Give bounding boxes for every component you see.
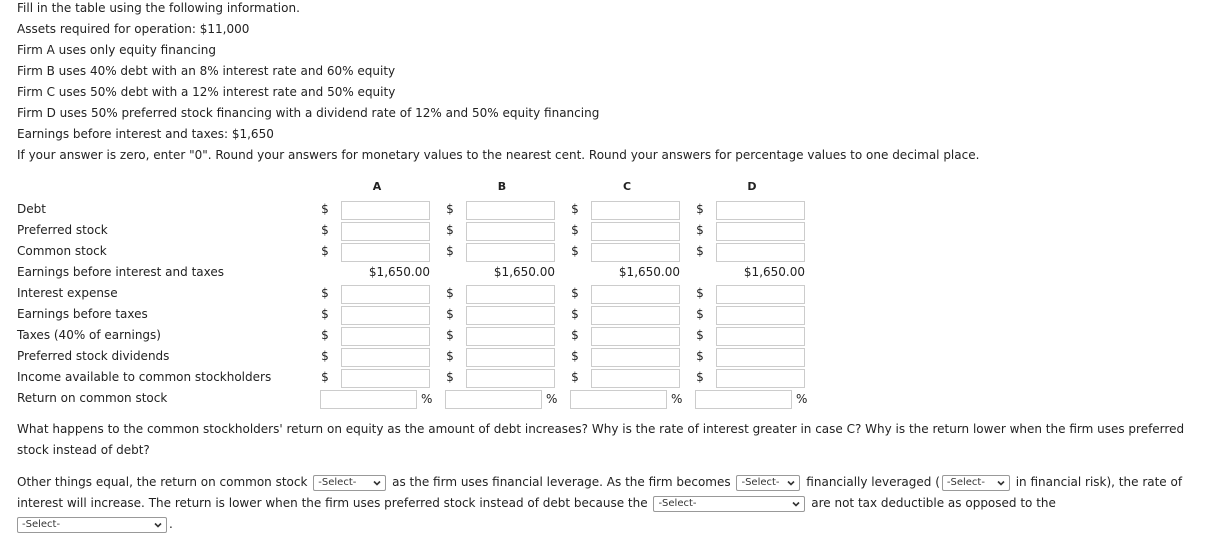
answer-text-3: financially leveraged ( (806, 475, 940, 489)
currency-symbol: $ (446, 370, 454, 384)
return-percent-input[interactable] (445, 390, 542, 409)
select-value: -Select- (741, 477, 780, 488)
currency-symbol: $ (321, 244, 329, 258)
return-percent-input[interactable] (570, 390, 667, 409)
currency-symbol: $ (321, 307, 329, 321)
currency-symbol: $ (446, 223, 454, 237)
amount-input[interactable] (341, 201, 430, 220)
currency-symbol: $ (571, 307, 579, 321)
ebit-value: $1,650.00 (618, 265, 680, 279)
currency-symbol: $ (571, 202, 579, 216)
amount-input[interactable] (591, 285, 680, 304)
currency-symbol: $ (696, 202, 704, 216)
amount-input[interactable] (466, 327, 555, 346)
percent-symbol: % (671, 392, 683, 406)
ebit-value: $1,650.00 (493, 265, 555, 279)
amount-input[interactable] (716, 285, 805, 304)
currency-symbol: $ (696, 370, 704, 384)
currency-symbol: $ (571, 223, 579, 237)
amount-input[interactable] (341, 327, 430, 346)
amount-input[interactable] (591, 222, 680, 241)
row-label: Common stock (17, 244, 107, 258)
row-label: Preferred stock dividends (17, 349, 170, 363)
currency-symbol: $ (321, 349, 329, 363)
row-label: Earnings before interest and taxes (17, 265, 224, 279)
currency-symbol: $ (321, 223, 329, 237)
percent-symbol: % (546, 392, 558, 406)
select-value: -Select- (318, 477, 357, 488)
select-value: -Select- (658, 498, 697, 509)
currency-symbol: $ (446, 286, 454, 300)
amount-input[interactable] (716, 369, 805, 388)
return-change-select[interactable] (313, 475, 386, 491)
instruction-line: Firm D uses 50% preferred stock financing with a dividend rate of 12% and 50% equity financing (17, 106, 600, 120)
amount-input[interactable] (591, 306, 680, 325)
ebit-value: $1,650.00 (368, 265, 430, 279)
currency-symbol: $ (446, 244, 454, 258)
row-label: Preferred stock (17, 223, 108, 237)
instruction-line: Earnings before interest and taxes: $1,650 (17, 127, 274, 141)
row-label: Earnings before taxes (17, 307, 148, 321)
currency-symbol: $ (446, 328, 454, 342)
amount-input[interactable] (466, 369, 555, 388)
amount-input[interactable] (591, 369, 680, 388)
instruction-line: Assets required for operation: $11,000 (17, 22, 250, 36)
currency-symbol: $ (571, 244, 579, 258)
percent-symbol: % (421, 392, 433, 406)
answer-text-5: are not tax deductible as opposed to the (811, 496, 1056, 510)
amount-input[interactable] (466, 285, 555, 304)
row-label: Interest expense (17, 286, 118, 300)
amount-input[interactable] (341, 222, 430, 241)
currency-symbol: $ (696, 223, 704, 237)
chevron-down-icon (786, 478, 796, 488)
currency-symbol: $ (571, 349, 579, 363)
non-deductible-item-select[interactable] (653, 496, 805, 512)
ebit-value: $1,650.00 (743, 265, 805, 279)
amount-input[interactable] (341, 369, 430, 388)
currency-symbol: $ (571, 286, 579, 300)
amount-input[interactable] (591, 327, 680, 346)
currency-symbol: $ (696, 244, 704, 258)
question-text: What happens to the common stockholders' return on equity as the amount of debt increases? Why is the rate of interest greater in case C? Why is the return lower when the firm uses preferred stock instead of debt? (17, 422, 1185, 457)
amount-input[interactable] (716, 201, 805, 220)
column-header: D (747, 180, 757, 193)
amount-input[interactable] (716, 348, 805, 367)
chevron-down-icon (996, 478, 1006, 488)
amount-input[interactable] (591, 243, 680, 262)
amount-input[interactable] (341, 285, 430, 304)
currency-symbol: $ (321, 370, 329, 384)
column-header: A (372, 180, 382, 193)
amount-input[interactable] (466, 243, 555, 262)
currency-symbol: $ (696, 286, 704, 300)
instruction-line: Fill in the table using the following information. (17, 1, 300, 15)
amount-input[interactable] (591, 201, 680, 220)
currency-symbol: $ (321, 202, 329, 216)
row-label: Income available to common stockholders (17, 370, 272, 384)
instruction-line: Firm B uses 40% debt with an 8% interest rate and 60% equity (17, 64, 396, 78)
leverage-degree-select[interactable] (736, 475, 800, 491)
chevron-down-icon (153, 520, 163, 530)
amount-input[interactable] (466, 201, 555, 220)
amount-input[interactable] (466, 222, 555, 241)
answer-text-2: as the firm uses financial leverage. As the firm becomes (392, 475, 731, 489)
instruction-line: Firm A uses only equity financing (17, 43, 216, 57)
currency-symbol: $ (446, 307, 454, 321)
answer-paragraph (17, 472, 1197, 535)
answer-text-4: in financial risk), the rate of interest will increase. The return is lower when the firm uses preferred stock instead of debt because the (17, 475, 1183, 510)
amount-input[interactable] (466, 348, 555, 367)
return-percent-input[interactable] (320, 390, 417, 409)
amount-input[interactable] (716, 243, 805, 262)
currency-symbol: $ (571, 328, 579, 342)
return-percent-input[interactable] (695, 390, 792, 409)
currency-symbol: $ (446, 202, 454, 216)
row-label: Debt (17, 202, 46, 216)
amount-input[interactable] (716, 222, 805, 241)
instruction-line: If your answer is zero, enter "0". Round your answers for monetary values to the nearest cent. Round your answers for percentage values to one decimal place. (17, 148, 980, 162)
currency-symbol: $ (696, 328, 704, 342)
row-label: Return on common stock (17, 391, 168, 405)
currency-symbol: $ (696, 307, 704, 321)
financial-risk-select[interactable] (942, 475, 1010, 491)
amount-input[interactable] (591, 348, 680, 367)
select-value: -Select- (946, 477, 985, 488)
chevron-down-icon (791, 499, 801, 509)
column-header: B (497, 180, 507, 193)
amount-input[interactable] (341, 306, 430, 325)
amount-input[interactable] (341, 348, 430, 367)
currency-symbol: $ (321, 286, 329, 300)
select-value: -Select- (22, 519, 61, 530)
amount-input[interactable] (716, 306, 805, 325)
currency-symbol: $ (696, 349, 704, 363)
answer-period: . (169, 517, 173, 531)
amount-input[interactable] (466, 306, 555, 325)
chevron-down-icon (372, 478, 382, 488)
amount-input[interactable] (716, 327, 805, 346)
currency-symbol: $ (321, 328, 329, 342)
currency-symbol: $ (446, 349, 454, 363)
instruction-line: Firm C uses 50% debt with a 12% interest rate and 50% equity (17, 85, 396, 99)
currency-symbol: $ (571, 370, 579, 384)
column-header: C (622, 180, 632, 193)
deductible-item-select[interactable] (17, 517, 167, 533)
row-label: Taxes (40% of earnings) (17, 328, 161, 342)
answer-text-1: Other things equal, the return on common stock (17, 475, 308, 489)
amount-input[interactable] (341, 243, 430, 262)
percent-symbol: % (796, 392, 808, 406)
